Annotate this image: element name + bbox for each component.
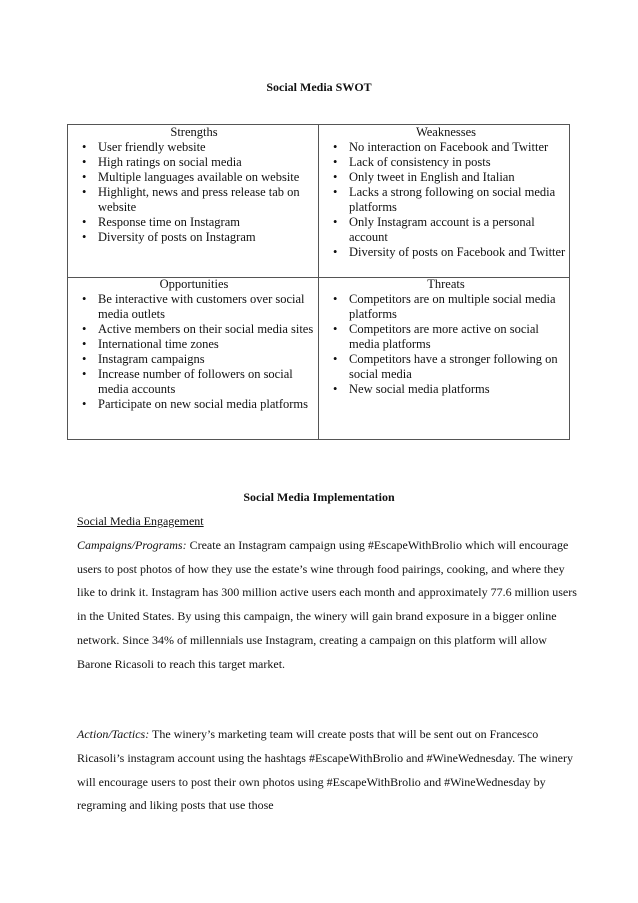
list-item: • Response time on Instagram	[74, 215, 314, 230]
list-item: • User friendly website	[74, 140, 314, 155]
campaigns-text: Create an Instagram campaign using #EscapeWithBrolio which will encourage users to post photos of how they use the estate’s wine through food pairings, cooking, and where they like to drink it. Instagram has 300 million active users each month and approximately 77.6 million users in the United States. By using this campaign, the winery will gain brand exposure in a bigger online network. Since 34% of millennials use Instagram, creating a campaign on this platform will allow Barone Ricasoli to reach this target market.	[77, 537, 577, 671]
threats-list	[325, 292, 567, 397]
weaknesses-heading: Weaknesses	[415, 125, 477, 139]
weaknesses-list	[325, 140, 567, 260]
list-item: • Multiple languages available on website	[74, 170, 314, 185]
list-item: • Increase number of followers on social media accounts	[74, 367, 314, 397]
list-item: • High ratings on social media	[74, 155, 314, 170]
list-item: • Competitors are on multiple social media platforms	[325, 292, 567, 322]
campaigns-label: Campaigns/Programs:	[77, 537, 187, 552]
list-item: • New social media platforms	[325, 382, 567, 397]
list-item: • No interaction on Facebook and Twitter	[325, 140, 567, 155]
opportunities-list	[74, 292, 314, 412]
list-item: • Only Instagram account is a personal account	[325, 215, 567, 245]
threats-heading: Threats	[427, 277, 465, 291]
swot-table	[67, 124, 570, 440]
table-divider-vertical	[318, 125, 319, 439]
engagement-section	[77, 510, 577, 677]
implementation-heading: Social Media Implementation	[243, 490, 395, 504]
action-label: Action/Tactics:	[77, 727, 150, 741]
weaknesses-cell	[325, 125, 567, 260]
action-text: The winery’s marketing team will create posts that will be sent out on Francesco Ricasoli’s instagram account using the hashtags #EscapeWithBrolio and #WineWednesday. The winery will encourage users to post their own photos using #EscapeWithBrolio and #WineWednesday by regraming and liking posts that use those	[77, 727, 573, 813]
strengths-cell	[74, 125, 314, 245]
action-section	[77, 723, 577, 818]
list-item: • Active members on their social media sites	[74, 322, 314, 337]
section-title: Social Media Engagement	[77, 514, 204, 528]
list-item: • Lacks a strong following on social media platforms	[325, 185, 567, 215]
action-paragraph	[77, 723, 577, 818]
strengths-list	[74, 140, 314, 245]
threats-cell	[325, 277, 567, 397]
opportunities-cell	[74, 277, 314, 412]
list-item: • Participate on new social media platforms	[74, 397, 314, 412]
list-item: • Diversity of posts on Facebook and Twitter	[325, 245, 567, 260]
list-item: • International time zones	[74, 337, 314, 352]
strengths-heading: Strengths	[170, 125, 218, 139]
list-item: • Competitors have a stronger following on social media	[325, 352, 567, 382]
list-item: • Be interactive with customers over social media outlets	[74, 292, 314, 322]
list-item: • Highlight, news and press release tab on website	[74, 185, 314, 215]
list-item: • Lack of consistency in posts	[325, 155, 567, 170]
page-title: Social Media SWOT	[266, 80, 372, 94]
campaigns-paragraph	[77, 534, 577, 677]
list-item: • Instagram campaigns	[74, 352, 314, 367]
list-item: • Diversity of posts on Instagram	[74, 230, 314, 245]
list-item: • Only tweet in English and Italian	[325, 170, 567, 185]
opportunities-heading: Opportunities	[159, 277, 229, 291]
list-item: • Competitors are more active on social media platforms	[325, 322, 567, 352]
